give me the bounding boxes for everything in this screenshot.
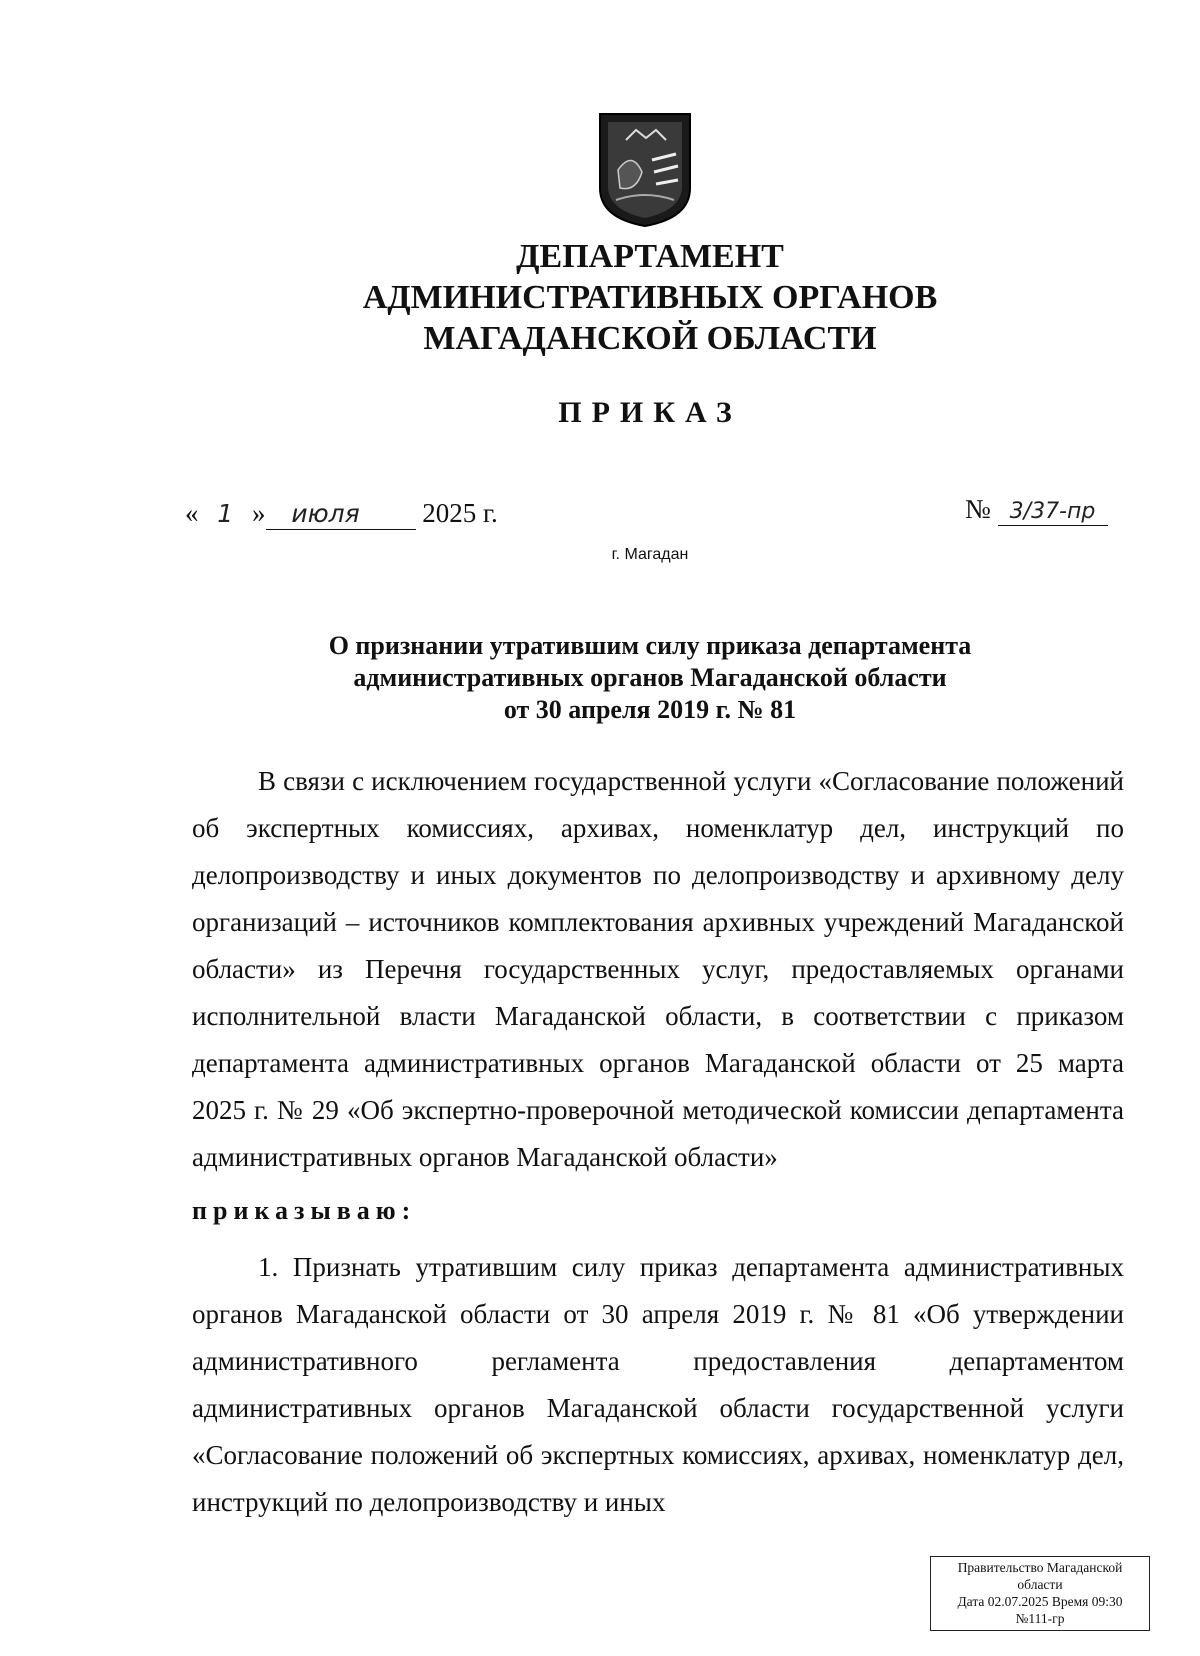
city: г. Магадан <box>611 546 689 563</box>
org-name-line3: МАГАДАНСКОЙ ОБЛАСТИ <box>423 320 877 357</box>
order-item-1: 1. Признать утратившим силу приказ департамента административных органов Магаданской области от 30 апреля 2019 г. № 81 «Об утверждении административного регламента предоставления департаментом административных органов Магаданской области государственной услуги «Согласование положений об экспертных комиссиях, архивах, номенклатур дел, инструкций по делопроизводству и иных <box>192 1252 1124 1517</box>
coat-of-arms-icon <box>596 110 694 230</box>
stamp-line4: №111-гр <box>1015 1611 1065 1626</box>
subject-line1: О признании утратившим силу приказа департамента <box>328 631 972 660</box>
number-value: 3/37-пр <box>1009 499 1096 524</box>
number-prefix: № <box>965 494 991 524</box>
preamble-paragraph: В связи с исключением государственной услуги «Согласование положений об экспертных комиссиях, архивах, номенклатур дел, инструкций по делопроизводству и иных документов по делопроизводству и архивному делу организаций – источников комплектования архивных учреждений Магаданской области» из Перечня государственных услуг, предоставляемых органами исполнительной власти Магаданской области, в соответствии с приказом департамента административных органов Магаданской области от 25 марта 2025 г. № 29 «Об экспертно-проверочной методической комиссии департамента административных органов Магаданской области» <box>192 766 1124 1172</box>
date-month: июля <box>291 499 360 528</box>
order-number <box>965 494 1108 526</box>
org-name-line1: ДЕПАРТАМЕНТ <box>516 238 784 275</box>
date-day: 1 <box>217 499 234 528</box>
stamp-line2: области <box>1017 1577 1063 1592</box>
subject-line2: административных органов Магаданской области <box>353 663 947 692</box>
registration-stamp <box>930 1556 1150 1631</box>
stamp-line3: Дата 02.07.2025 Время 09:30 <box>957 1594 1123 1609</box>
date-quote-open: « <box>185 498 199 528</box>
order-word: приказываю: <box>192 1196 417 1225</box>
org-name-line2: АДМИНИСТРАТИВНЫХ ОРГАНОВ <box>362 279 938 316</box>
subject-line3: от 30 апреля 2019 г. № 81 <box>503 695 797 724</box>
order-subject <box>0 630 1200 726</box>
date-quote-close: » <box>252 498 266 528</box>
stamp-line1: Правительство Магаданской <box>957 1560 1123 1575</box>
date-year: 2025 г. <box>422 498 498 528</box>
order-date <box>185 498 498 530</box>
order-title: ПРИКАЗ <box>558 396 742 429</box>
